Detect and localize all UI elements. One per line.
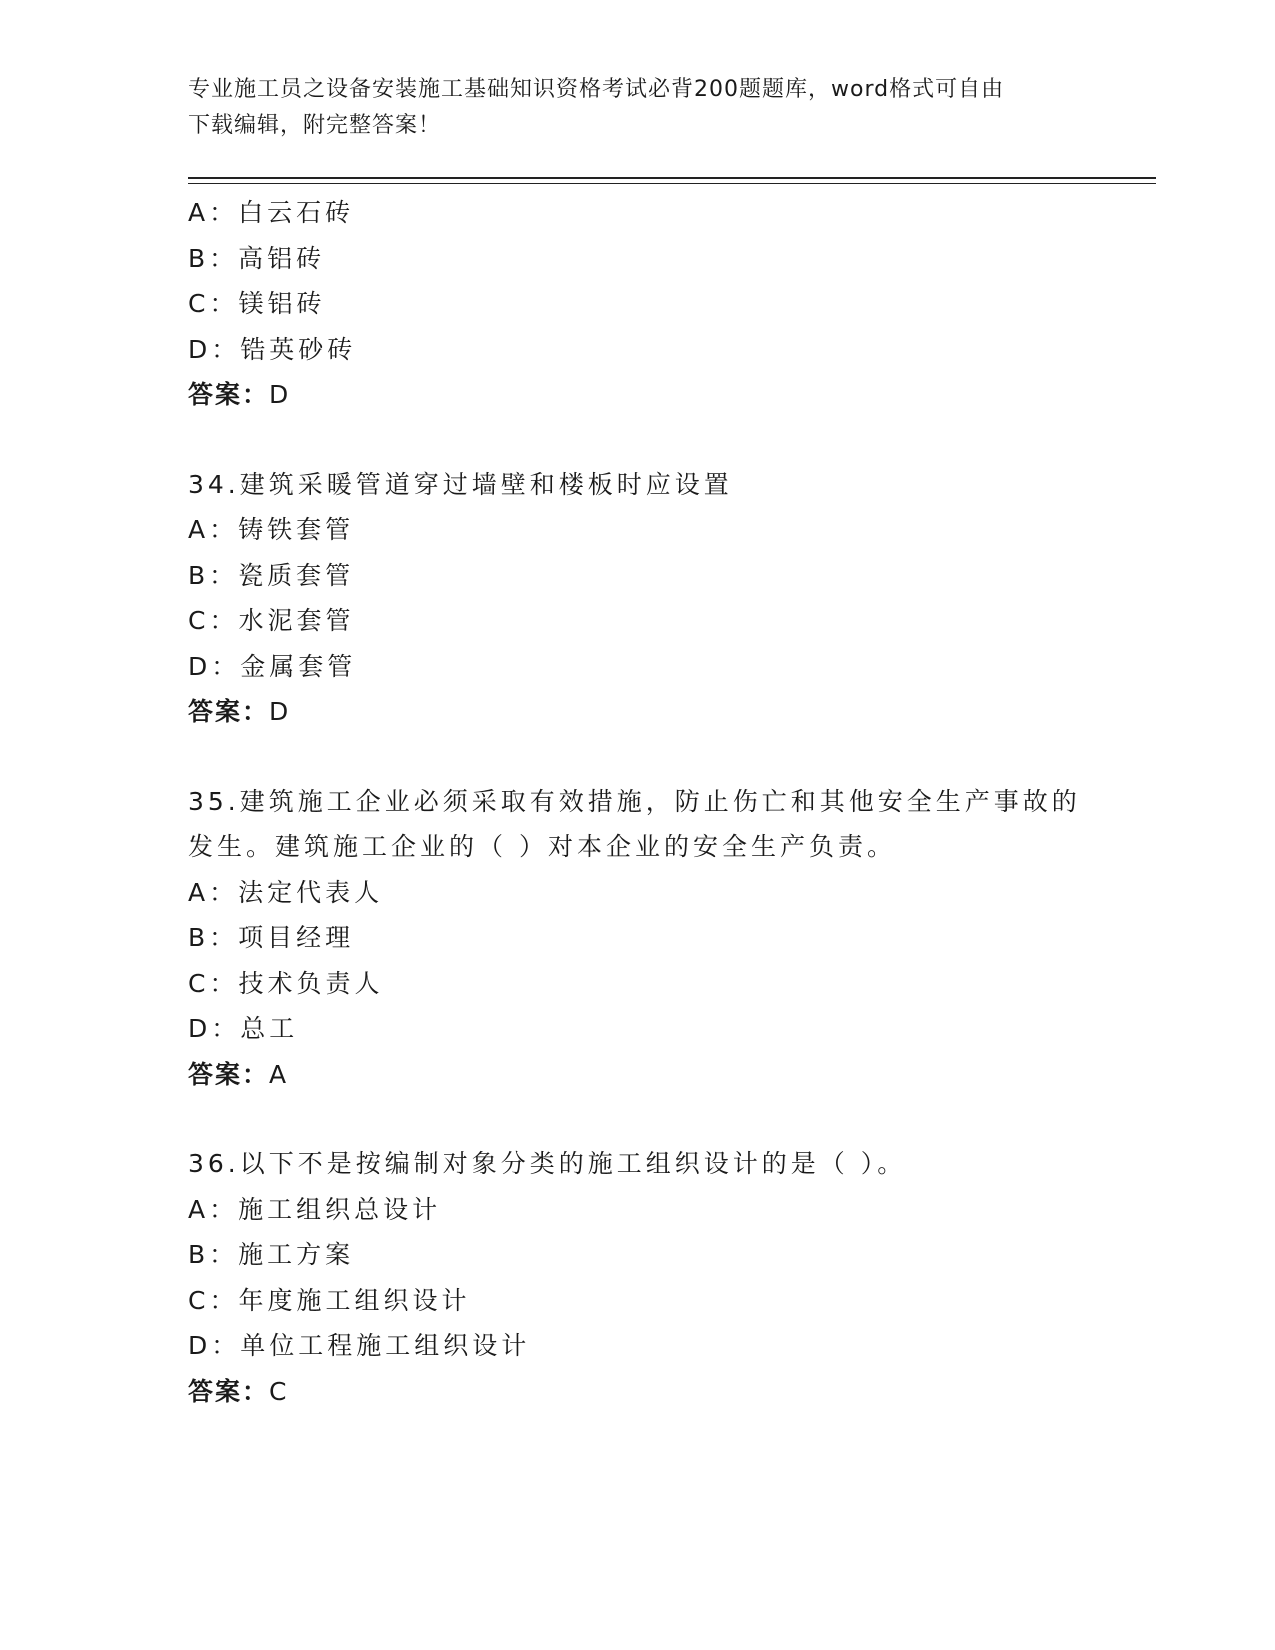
- option-d: D：锆英砂砖: [188, 334, 357, 364]
- option-a: A：白云石砖: [188, 198, 355, 227]
- answer-value: A: [269, 1059, 289, 1089]
- option-c: C：水泥套管: [188, 606, 355, 635]
- answer-value: D: [269, 380, 291, 409]
- answer-line: [188, 372, 1156, 418]
- option-a: A：施工组织总设计: [188, 1194, 442, 1224]
- answer-label: 答案：: [188, 1059, 270, 1089]
- option-c: C：镁铝砖: [188, 289, 326, 318]
- answer-label: 答案：: [188, 697, 270, 726]
- document-header: [188, 72, 1088, 144]
- header-title-line-1: 专业施工员之设备安装施工基础知识资格考试必背200题题库，word格式可自由: [188, 77, 1005, 102]
- question-text: 36.以下不是按编制对象分类的施工组织设计的是（ ）。: [188, 1149, 907, 1178]
- answer-line: [188, 1369, 1156, 1415]
- header-divider-thin: [188, 183, 1156, 184]
- question-text-line-2: 发生。建筑施工企业的（ ）对本企业的安全生产负责。: [188, 832, 896, 861]
- answer-value: C: [269, 1376, 289, 1406]
- answer-value: D: [269, 697, 291, 726]
- option-b: B：瓷质套管: [188, 560, 355, 590]
- option-c: C：年度施工组织设计: [188, 1285, 471, 1315]
- option-d: D：总工: [188, 1014, 299, 1043]
- option-d: D：金属套管: [188, 651, 357, 681]
- answer-label: 答案：: [188, 380, 270, 409]
- question-block-34: [188, 462, 1156, 735]
- header-title-line-2: 下载编辑，附完整答案！: [188, 113, 442, 138]
- option-b: B：项目经理: [188, 923, 355, 952]
- question-list: [188, 190, 1156, 1414]
- question-block-33: [188, 190, 1156, 418]
- question-block-36: [188, 1141, 1156, 1414]
- question-text-line-1: 35.建筑施工企业必须采取有效措施，防止伤亡和其他安全生产事故的: [188, 786, 1081, 816]
- option-d: D：单位工程施工组织设计: [188, 1331, 531, 1360]
- answer-line: [188, 689, 1156, 735]
- option-b: B：高铝砖: [188, 243, 326, 273]
- question-block-35: [188, 779, 1156, 1098]
- option-a: A：法定代表人: [188, 877, 384, 907]
- answer-label: 答案：: [188, 1376, 270, 1406]
- header-divider-thick: [188, 177, 1156, 179]
- option-a: A：铸铁套管: [188, 515, 355, 544]
- question-text: 34.建筑采暖管道穿过墙壁和楼板时应设置: [188, 469, 733, 499]
- option-b: B：施工方案: [188, 1240, 355, 1269]
- option-c: C：技术负责人: [188, 968, 384, 998]
- answer-line: [188, 1052, 1156, 1098]
